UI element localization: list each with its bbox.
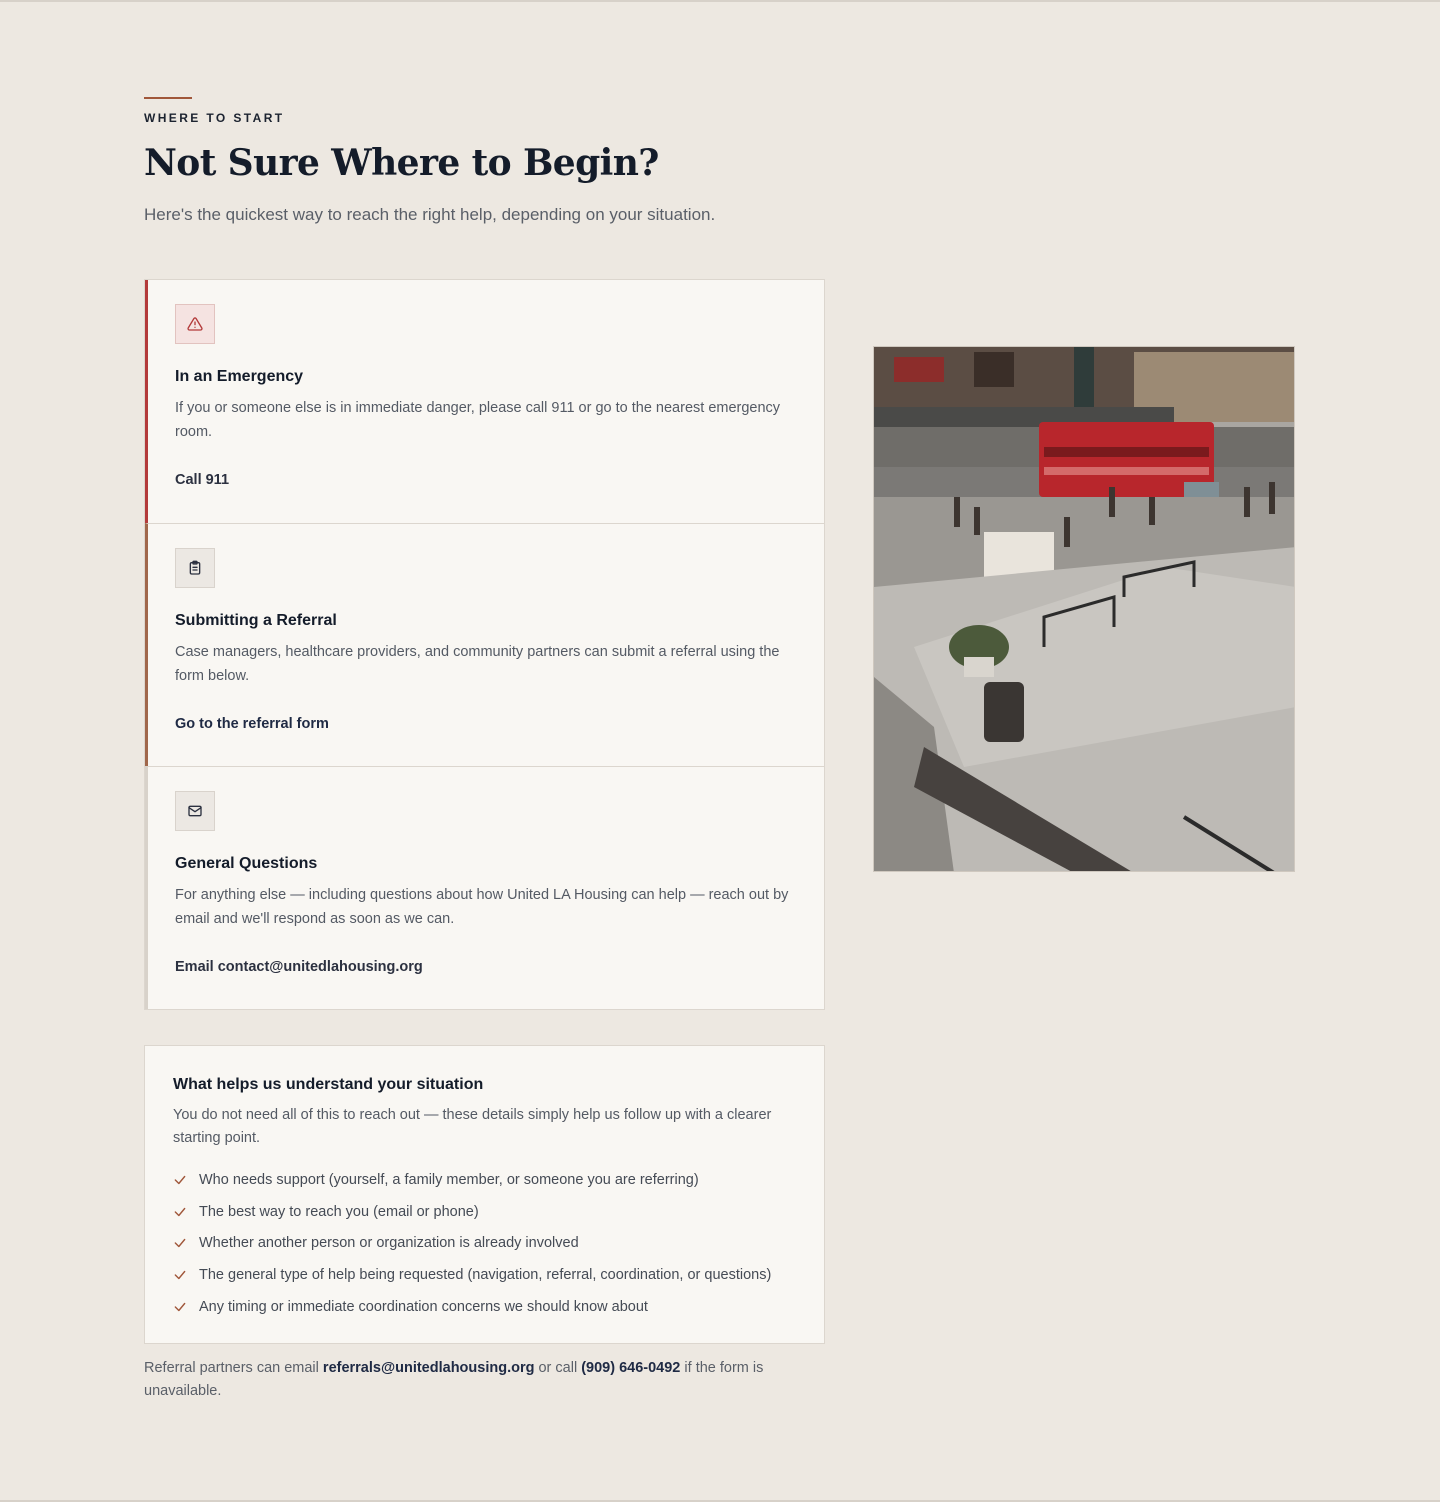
check-icon <box>173 1236 199 1250</box>
card-description: Case managers, healthcare providers, and community partners can submit a referral using the form below. <box>175 644 780 684</box>
list-item-text: Any timing or immediate coordination concerns we should know about <box>199 1299 648 1316</box>
list-item <box>173 1291 796 1323</box>
card-title: In an Emergency <box>175 368 304 385</box>
referral-fallback-note <box>144 1357 825 1403</box>
check-icon <box>173 1268 199 1282</box>
street-scene-photo <box>873 346 1295 872</box>
situation-title: What helps us understand your situation <box>173 1076 484 1093</box>
general-questions-card <box>145 766 824 1009</box>
note-text: Referral partners can email <box>144 1360 323 1376</box>
help-options-list <box>144 279 825 1010</box>
check-icon <box>173 1173 199 1187</box>
check-icon <box>173 1205 199 1219</box>
page-title: Not Sure Where to Begin? <box>144 142 659 184</box>
situation-intro: You do not need all of this to reach out — these details simply help us follow up with a clearer starting point. <box>173 1107 772 1146</box>
referral-card <box>145 523 824 766</box>
list-item-text: Whether another person or organization is already involved <box>199 1235 579 1252</box>
section-header <box>144 97 844 227</box>
check-icon <box>173 1300 199 1314</box>
alert-triangle-icon <box>175 304 215 344</box>
situation-checklist <box>173 1164 796 1323</box>
list-item <box>173 1196 796 1228</box>
list-item <box>173 1164 796 1196</box>
email-contact-link[interactable]: Email contact@unitedlahousing.org <box>175 959 423 975</box>
clipboard-icon <box>175 548 215 588</box>
list-item-text: The best way to reach you (email or phone) <box>199 1203 479 1220</box>
card-title: General Questions <box>175 855 318 872</box>
phone-link[interactable]: (909) 646-0492 <box>581 1360 681 1376</box>
referrals-email-link[interactable]: referrals@unitedlahousing.org <box>322 1360 535 1376</box>
eyebrow-label: WHERE TO START <box>144 111 285 125</box>
list-item-text: The general type of help being requested (navigation, referral, coordination, or questions) <box>199 1267 772 1284</box>
referral-form-link[interactable]: Go to the referral form <box>175 716 329 732</box>
mail-icon <box>175 791 215 831</box>
emergency-card <box>145 280 824 523</box>
eyebrow-accent-line <box>144 97 192 99</box>
call-911-link[interactable]: Call 911 <box>175 472 230 488</box>
card-title: Submitting a Referral <box>175 612 337 629</box>
situation-details-box <box>144 1045 825 1344</box>
card-description: For anything else — including questions about how United LA Housing can help — reach out by email and we'll respond as soon as we can. <box>175 887 789 927</box>
list-item-text: Who needs support (yourself, a family member, or someone you are referring) <box>199 1171 699 1188</box>
page-subtitle: Here's the quickest way to reach the right help, depending on your situation. <box>144 205 716 224</box>
list-item <box>173 1228 796 1260</box>
note-text: or call <box>534 1360 582 1376</box>
top-divider <box>0 0 1440 2</box>
card-description: If you or someone else is in immediate danger, please call 911 or go to the nearest emergency room. <box>175 400 781 440</box>
list-item <box>173 1259 796 1291</box>
note-text: if the form is unavailable. <box>144 1360 764 1399</box>
